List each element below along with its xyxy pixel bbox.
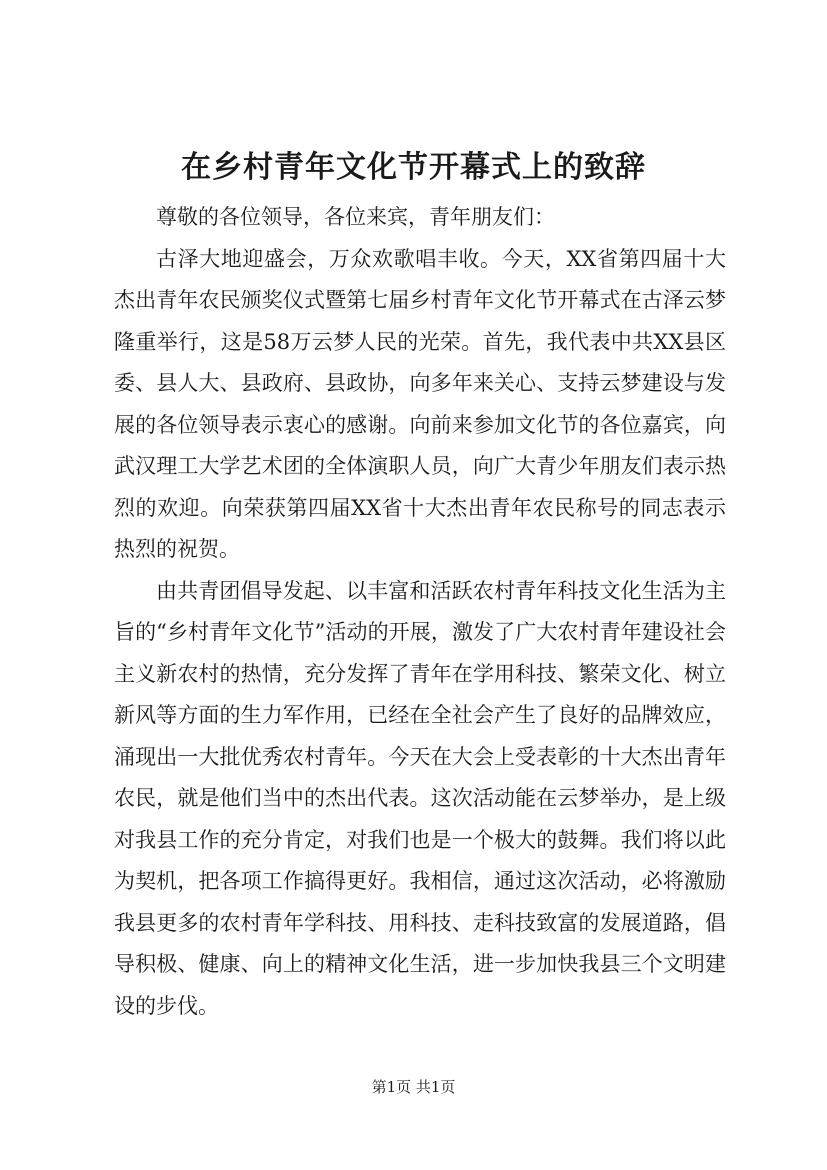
paragraph-2: 由共青团倡导发起、以丰富和活跃农村青年科技文化生活为主旨的“乡村青年文化节”活动的开展，激发了广大农村青年建设社会主义新农村的热情，充分发挥了青年在学用科技、繁荣文化、树立新风等方面的生力军作用，已经在全社会产生了良好的品牌效应，涌现出一大批优秀农村青年。今天在大会上受表彰的十大杰出青年农民，就是他们当中的杰出代表。这次活动能在云梦举办，是上级对我县工作的充分肯定，对我们也是一个极大的鼓舞。我们将以此为契机，把各项工作搞得更好。我相信，通过这次活动，必将激励我县更多的农村青年学科技、用科技、走科技致富的发展道路，倡导积极、健康、向上的精神文化生活，进一步加快我县三个文明建设的步伐。 — [114, 578, 726, 1018]
paragraph-1: 古泽大地迎盛会，万众欢歌唱丰收。今天，XX省第四届十大杰出青年农民颁奖仪式暨第七届乡村青年文化节开幕式在古泽云梦隆重举行，这是58万云梦人民的光荣。首先，我代表中共XX县区委、县人大、县政府、县政协，向多年来关心、支持云梦建设与发展的各位领导表示衷心的感谢。向前来参加文化节的各位嘉宾，向武汉理工大学艺术团的全体演职人员，向广大青少年朋友们表示热烈的欢迎。向荣获第四届XX省十大杰出青年农民称号的同志表示热烈的祝贺。 — [114, 246, 726, 561]
salutation: 尊敬的各位领导，各位来宾，青年朋友们： — [156, 205, 555, 229]
page-number-footer: 第1页 共1页 — [371, 1078, 456, 1096]
document-title: 在乡村青年文化节开幕式上的致辞 — [181, 150, 646, 185]
document-body — [114, 197, 726, 1027]
